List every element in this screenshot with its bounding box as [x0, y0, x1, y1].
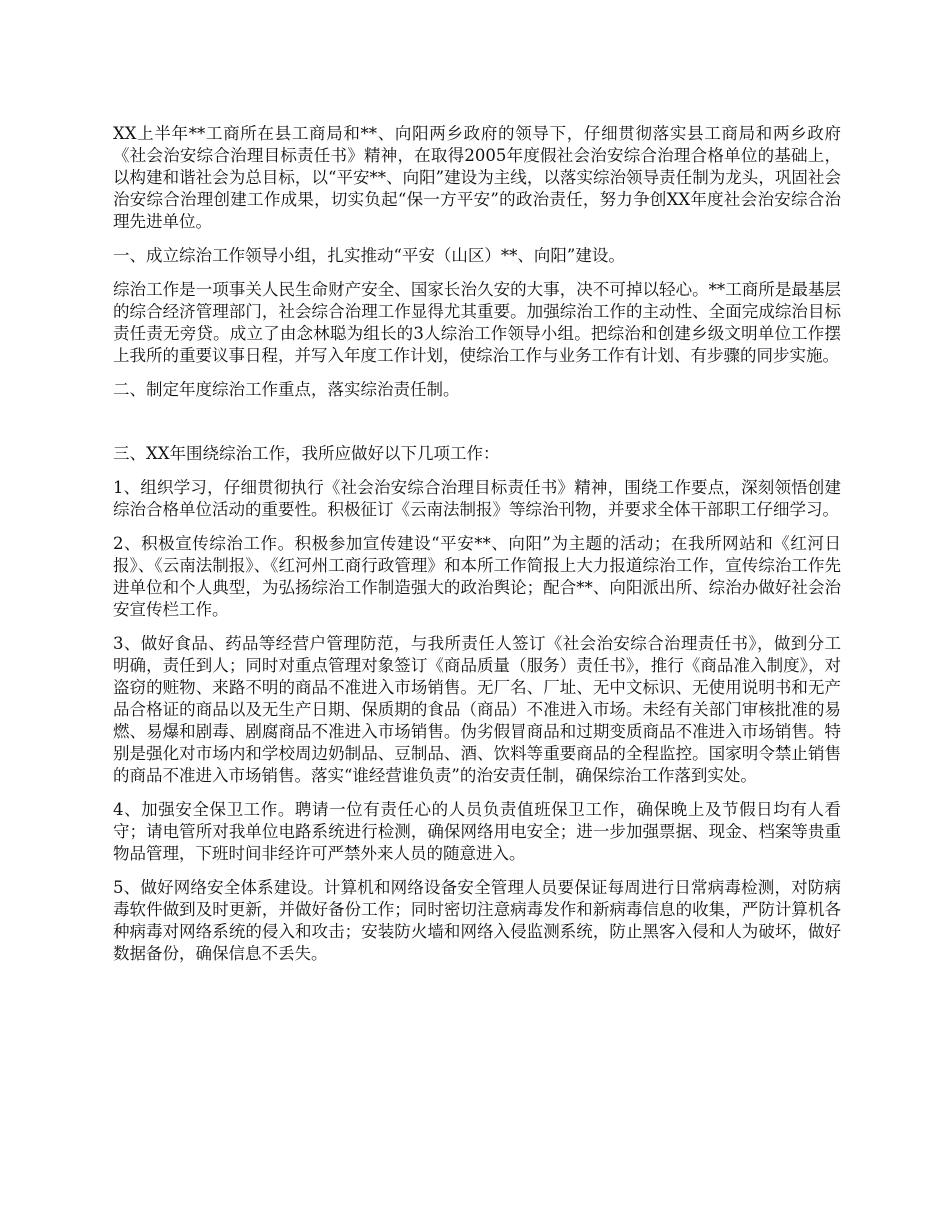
section-heading-3: 三、XX年围绕综治工作，我所应做好以下几项工作：	[113, 444, 500, 463]
task-item-5: 5、做好网络安全体系建设。计算机和网络设备安全管理人员要保证每周进行日常病毒检测，对防病毒软件做到及时更新，并做好备份工作；同时密切注意病毒发作和新病毒信息的收集，严防计算机各种病毒对网络系统的侵入和攻击；安装防火墙和网络入侵监测系统，防止黑客入侵和人为破坏，做好数据备份，确保信息不丢失。	[113, 878, 841, 963]
section-heading-2: 二、制定年度综治工作重点，落实综治责任制。	[113, 380, 460, 399]
task-item-1: 1、组织学习，仔细贯彻执行《社会治安综合治理目标责任书》精神，围绕工作要点，深刻领悟创建综治合格单位活动的重要性。积极征订《云南法制报》等综治刊物，并要求全体干部职工仔细学习。	[113, 478, 841, 519]
intro-paragraph: XX上半年**工商所在县工商局和**、向阳两乡政府的领导下，仔细贯彻落实县工商局和两乡政府《社会治安综合治理目标责任书》精神，在取得2005年度假社会治安综合治理合格单位的基础上，以构建和谐社会为总目标，以“平安**、向阳”建设为主线，以落实综治领导责任制为龙头，巩固社会治安综合治理创建工作成果，切实负起“保一方平安”的政治责任，努力争创XX年度社会治安综合治理先进单位。	[113, 124, 841, 231]
document-body	[113, 123, 841, 977]
section-1-paragraph: 综治工作是一项事关人民生命财产安全、国家长治久安的大事，决不可掉以轻心。**工商所是最基层的综合经济管理部门，社会综合治理工作显得尤其重要。加强综治工作的主动性、全面完成综治目标责任责无旁贷。成立了由念林聪为组长的3人综治工作领导小组。把综治和创建乡级文明单位工作摆上我所的重要议事日程，并写入年度工作计划，使综治工作与业务工作有计划、有步骤的同步实施。	[113, 280, 841, 365]
task-item-2: 2、积极宣传综治工作。积极参加宣传建设“平安**、向阳”为主题的活动；在我所网站和《红河日报》、《云南法制报》、《红河州工商行政管理》和本所工作简报上大力报道综治工作，宣传综治工作先进单位和个人典型，为弘扬综治工作制造强大的政治舆论；配合**、向阳派出所、综治办做好社会治安宣传栏工作。	[113, 534, 841, 619]
task-item-4: 4、加强安全保卫工作。聘请一位有责任心的人员负责值班保卫工作，确保晚上及节假日均有人看守；请电管所对我单位电路系统进行检测，确保网络用电安全；进一步加强票据、现金、档案等贵重物品管理，下班时间非经许可严禁外来人员的随意进入。	[113, 800, 841, 863]
section-heading-1: 一、成立综治工作领导小组，扎实推动“平安（山区）**、向阳”建设。	[113, 246, 625, 265]
task-item-3: 3、做好食品、药品等经营户管理防范，与我所责任人签订《社会治安综合治理责任书》，做到分工明确，责任到人；同时对重点管理对象签订《商品质量（服务）责任书》，推行《商品准入制度》，对盗窃的赃物、来路不明的商品不准进入市场销售。无厂名、厂址、无中文标识、无使用说明书和无产品合格证的商品以及无生产日期、保质期的食品（商品）不准进入市场。未经有关部门审核批准的易燃、易爆和剧毒、剧腐商品不准进入市场销售。伪劣假冒商品和过期变质商品不准进入市场销售。特别是强化对市场内和学校周边奶制品、豆制品、酒、饮料等重要商品的全程监控。国家明令禁止销售的商品不准进入市场销售。落实“谁经营谁负责”的治安责任制，确保综治工作落到实处。	[113, 634, 841, 785]
